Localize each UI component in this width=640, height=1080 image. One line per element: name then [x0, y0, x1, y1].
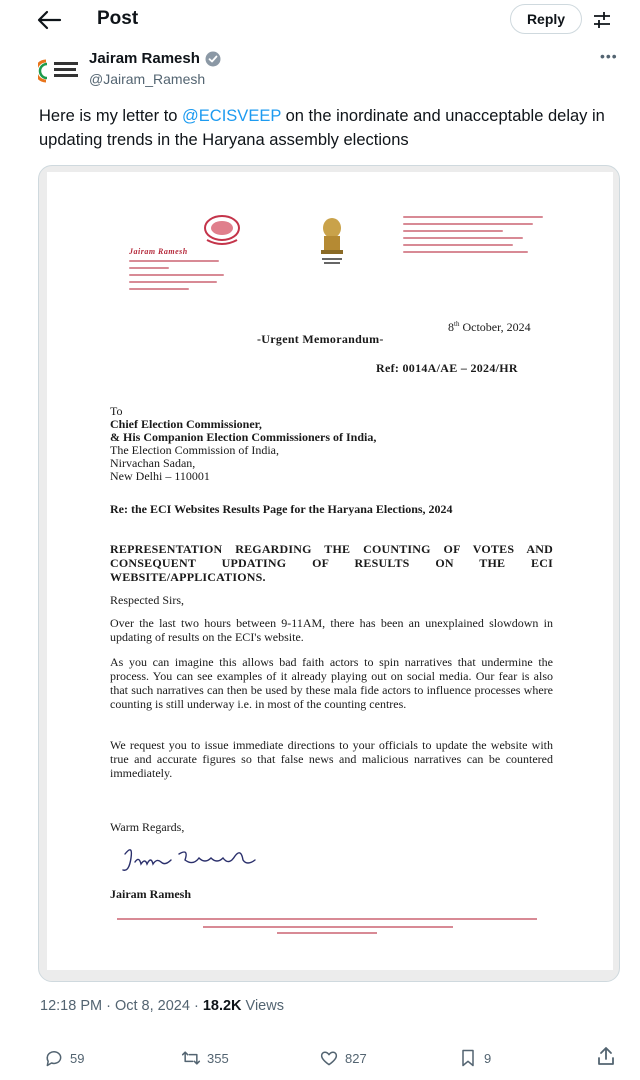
letterhead-contact: [403, 216, 543, 218]
letter-document: [47, 172, 613, 970]
tweet-text-end: on the inordinate and unacceptable delay in updating trends in the Haryana assembly elections: [39, 107, 605, 149]
like-action[interactable]: [319, 1046, 367, 1070]
letter-salutation: Respected Sirs,: [110, 593, 184, 607]
letterhead-detail: [129, 274, 224, 276]
reply-action[interactable]: [44, 1046, 84, 1070]
letter-reference: Ref: 0014A/AE – 2024/HR: [376, 361, 518, 375]
like-count: 827: [345, 1050, 367, 1066]
letterhead-detail: [129, 267, 169, 269]
letter-closing: Warm Regards,: [110, 820, 185, 834]
attached-image[interactable]: [38, 165, 620, 982]
reply-icon: [44, 1048, 64, 1068]
top-bar: [0, 0, 640, 40]
letterhead-name: Jairam Ramesh: [129, 247, 188, 256]
heart-icon: [319, 1048, 339, 1068]
letterhead-contact: [403, 223, 533, 225]
letterhead-detail: [129, 260, 219, 262]
letter-date: [448, 320, 531, 335]
letter-paragraph: Over the last two hours between 9-11AM, there has been an unexplained slowdown in updating of results on the ECI's website.: [110, 616, 553, 644]
letter-paragraph: As you can imagine this allows bad faith actors to spin narratives that undermine the process. You can see examples of it already playing out on social media. Our fear is also that such narratives can then be used by these mala fide actors to influence processes where counting is still underway i.e. in most of the counting centres.: [110, 655, 553, 711]
letter-paragraph: We request you to issue immediate directions to your officials to update the website with true and accurate figures so that false news and malicious narratives can be countered immediately.: [110, 738, 553, 780]
share-icon[interactable]: [596, 1046, 616, 1066]
national-emblem-icon: [315, 216, 349, 266]
letterhead-contact: [403, 251, 528, 253]
post-meta: [40, 998, 284, 1014]
date-rest: October, 2024: [459, 320, 531, 334]
letter-footer-address: [203, 926, 453, 928]
to-label: To: [110, 404, 123, 418]
handwritten-signature: [119, 840, 259, 880]
more-options-icon[interactable]: •••: [600, 48, 618, 64]
letterhead-detail: [129, 281, 217, 283]
mention-link[interactable]: @ECISVEEP: [182, 107, 282, 125]
repost-count: 355: [207, 1050, 229, 1066]
repost-action[interactable]: [181, 1046, 229, 1070]
party-logo-icon: [201, 214, 243, 248]
letter-signatory: Jairam Ramesh: [110, 887, 191, 901]
reply-button[interactable]: Reply: [510, 4, 582, 34]
view-count: 18.2K: [202, 998, 242, 1014]
recipient-line: The Election Commission of India,: [110, 443, 279, 457]
bookmark-count: 9: [484, 1050, 492, 1066]
bookmark-action[interactable]: [458, 1046, 491, 1070]
avatar[interactable]: [38, 55, 82, 87]
letterhead-detail: [129, 288, 189, 290]
back-arrow-icon[interactable]: [36, 8, 62, 32]
recipient-line: & His Companion Election Commissioners of India,: [110, 430, 377, 444]
author-name[interactable]: Jairam Ramesh: [89, 50, 200, 67]
letterhead-contact: [403, 237, 523, 239]
letter-footer-rule: [117, 918, 537, 920]
recipient-line: Nirvachan Sadan,: [110, 456, 196, 470]
tweet-text: [39, 104, 609, 152]
letter-footer-address: [277, 932, 377, 934]
letter-representation: REPRESENTATION REGARDING THE COUNTING OF VOTES AND CONSEQUENT UPDATING OF RESULTS ON THE ECI WEBSITE/APPLICATIONS.: [110, 542, 553, 584]
reply-count: 59: [70, 1050, 85, 1066]
settings-sliders-icon[interactable]: [592, 10, 612, 30]
page-title: Post: [97, 8, 139, 29]
letterhead-contact: [403, 244, 513, 246]
letter-heading: -Urgent Memorandum-: [257, 332, 384, 346]
letterhead-contact: [403, 230, 503, 232]
post-timestamp[interactable]: 12:18 PM · Oct 8, 2024 ·: [40, 998, 203, 1014]
tweet-text-start: Here is my letter to: [39, 107, 183, 125]
letter-recipient: [110, 405, 376, 483]
recipient-line: Chief Election Commissioner,: [110, 417, 262, 431]
recipient-line: New Delhi – 110001: [110, 469, 210, 483]
date-suffix: th: [454, 320, 460, 328]
views-label: Views: [241, 998, 284, 1014]
bookmark-icon: [458, 1048, 478, 1068]
repost-icon: [181, 1048, 201, 1068]
verified-badge-icon: [205, 51, 221, 67]
author-handle[interactable]: @Jairam_Ramesh: [89, 71, 206, 87]
date-day: 8: [448, 320, 454, 334]
letter-subject: Re: the ECI Websites Results Page for the Haryana Elections, 2024: [110, 502, 453, 516]
